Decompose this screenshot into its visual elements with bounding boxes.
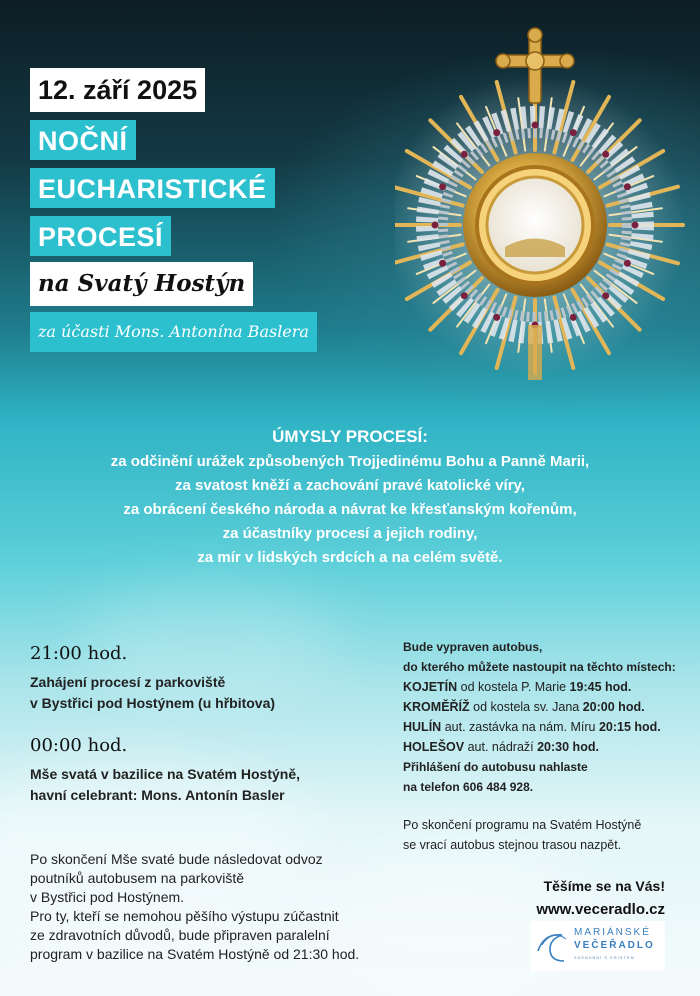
monstrance-gem <box>602 292 609 299</box>
schedule-left <box>30 643 370 806</box>
bus-stop <box>403 677 693 697</box>
monstrance-gem <box>624 183 631 190</box>
bus-return-1: Po skončení programu na Svatém Hostýně <box>403 818 642 832</box>
bus-signup-2: na telefon 606 484 928. <box>403 780 534 794</box>
bus-stop <box>403 737 693 757</box>
bus-stop-time: 20:30 hod. <box>537 740 599 754</box>
bus-stop-place: aut. zastávka na nám. Míru <box>444 720 596 734</box>
title-line-3: PROCESÍ <box>30 216 171 256</box>
monstrance-gem <box>532 122 539 129</box>
after-text-line: program v bazilice na Svatém Hostýně od 21:30 hod. <box>30 946 360 962</box>
monstrance-gem <box>461 151 468 158</box>
intention-line: za obrácení českého národa a návrat ke křesťanským kořenům, <box>123 501 577 518</box>
bus-intro-1: Bude vypraven autobus, <box>403 640 543 654</box>
schedule-desc-2b: havní celebrant: Mons. Antonín Basler <box>30 787 285 803</box>
greeting: Těšíme se na Vás! <box>543 878 665 894</box>
organization-logo <box>530 921 665 971</box>
bus-stop <box>403 717 693 737</box>
bus-stop-town: HULÍN <box>403 720 442 734</box>
bus-info <box>403 637 693 855</box>
after-text-line: ze zdravotních důvodů, bude připraven paralelní <box>30 927 330 943</box>
intention-line: za účastníky procesí a jejich rodiny, <box>222 525 478 542</box>
logo-tagline: ZÁSNUBNÍ S KRISTEM <box>574 955 635 960</box>
intention-line: za mír v lidských srdcích a na celém světě. <box>197 549 503 566</box>
title-line-2: EUCHARISTICKÉ <box>30 168 275 208</box>
monstrance-gem <box>439 260 446 267</box>
after-text-line: Po skončení Mše svaté bude následovat odvoz <box>30 851 323 867</box>
bus-stop-time: 19:45 hod. <box>569 680 632 694</box>
monstrance-gem <box>493 129 500 136</box>
monstrance-gem <box>461 292 468 299</box>
bus-stop-place: od kostela P. Marie <box>460 680 567 694</box>
bus-signup-1: Přihlášení do autobusu nahlaste <box>403 760 588 774</box>
schedule-time-2: 00:00 hod. <box>30 735 128 756</box>
schedule-desc-1a: Zahájení procesí z parkoviště <box>30 674 226 690</box>
after-text-line: poutníků autobusem na parkoviště <box>30 870 245 886</box>
intentions-block <box>0 424 700 570</box>
guest-subtitle: za účasti Mons. Antonína Baslera <box>30 312 317 352</box>
bus-stop-place: aut. nádraží <box>467 740 534 754</box>
event-date: 12. září 2025 <box>30 68 205 112</box>
bus-intro-2: do kterého můžete nastoupit na těchto místech: <box>403 660 676 674</box>
monstrance-illustration <box>395 25 685 380</box>
intention-line: za svatost kněží a zachování pravé katolické víry, <box>175 477 525 494</box>
title-line-1: NOČNÍ <box>30 120 136 160</box>
schedule-time-1: 21:00 hod. <box>30 643 128 664</box>
bus-return-2: se vrací autobus stejnou trasou nazpět. <box>403 838 622 852</box>
bus-stop-time: 20:15 hod. <box>598 720 661 734</box>
after-mass-text <box>30 850 390 964</box>
bus-stop <box>403 697 693 717</box>
monstrance-gem <box>632 222 639 229</box>
logo-text-1: MARIÁNSKÉ <box>574 927 651 938</box>
after-text-line: v Bystřici pod Hostýnem. <box>30 889 185 905</box>
monstrance-gem <box>432 222 439 229</box>
schedule-desc-2a: Mše svatá v bazilice na Svatém Hostýně, <box>30 766 301 782</box>
bus-stop-time: 20:00 hod. <box>582 700 645 714</box>
schedule-desc-1b: v Bystřici pod Hostýnem (u hřbitova) <box>30 695 276 711</box>
intention-line: za odčinění urážek způsobených Trojjedinému Bohu a Panně Marii, <box>110 453 590 470</box>
monstrance-gem <box>439 183 446 190</box>
bus-stop-town: KROMĚŘÍŽ <box>403 700 470 714</box>
monstrance-gem <box>624 260 631 267</box>
bus-stop-town: KOJETÍN <box>403 680 458 694</box>
monstrance-gem <box>570 129 577 136</box>
logo-text-2: VEČEŘADLO <box>574 940 655 951</box>
place-subtitle: na Svatý Hostýn <box>30 262 253 306</box>
after-text-line: Pro ty, kteří se nemohou pěšího výstupu zúčastnit <box>30 908 339 924</box>
intentions-heading: ÚMYSLY PROCESÍ: <box>272 427 428 446</box>
bus-stop-place: od kostela sv. Jana <box>473 700 580 714</box>
monstrance-gem <box>602 151 609 158</box>
monstrance-gem <box>570 314 577 321</box>
website-link[interactable]: www.veceradlo.cz <box>536 901 665 918</box>
monstrance-gem <box>493 314 500 321</box>
bus-stop-town: HOLEŠOV <box>403 740 465 754</box>
